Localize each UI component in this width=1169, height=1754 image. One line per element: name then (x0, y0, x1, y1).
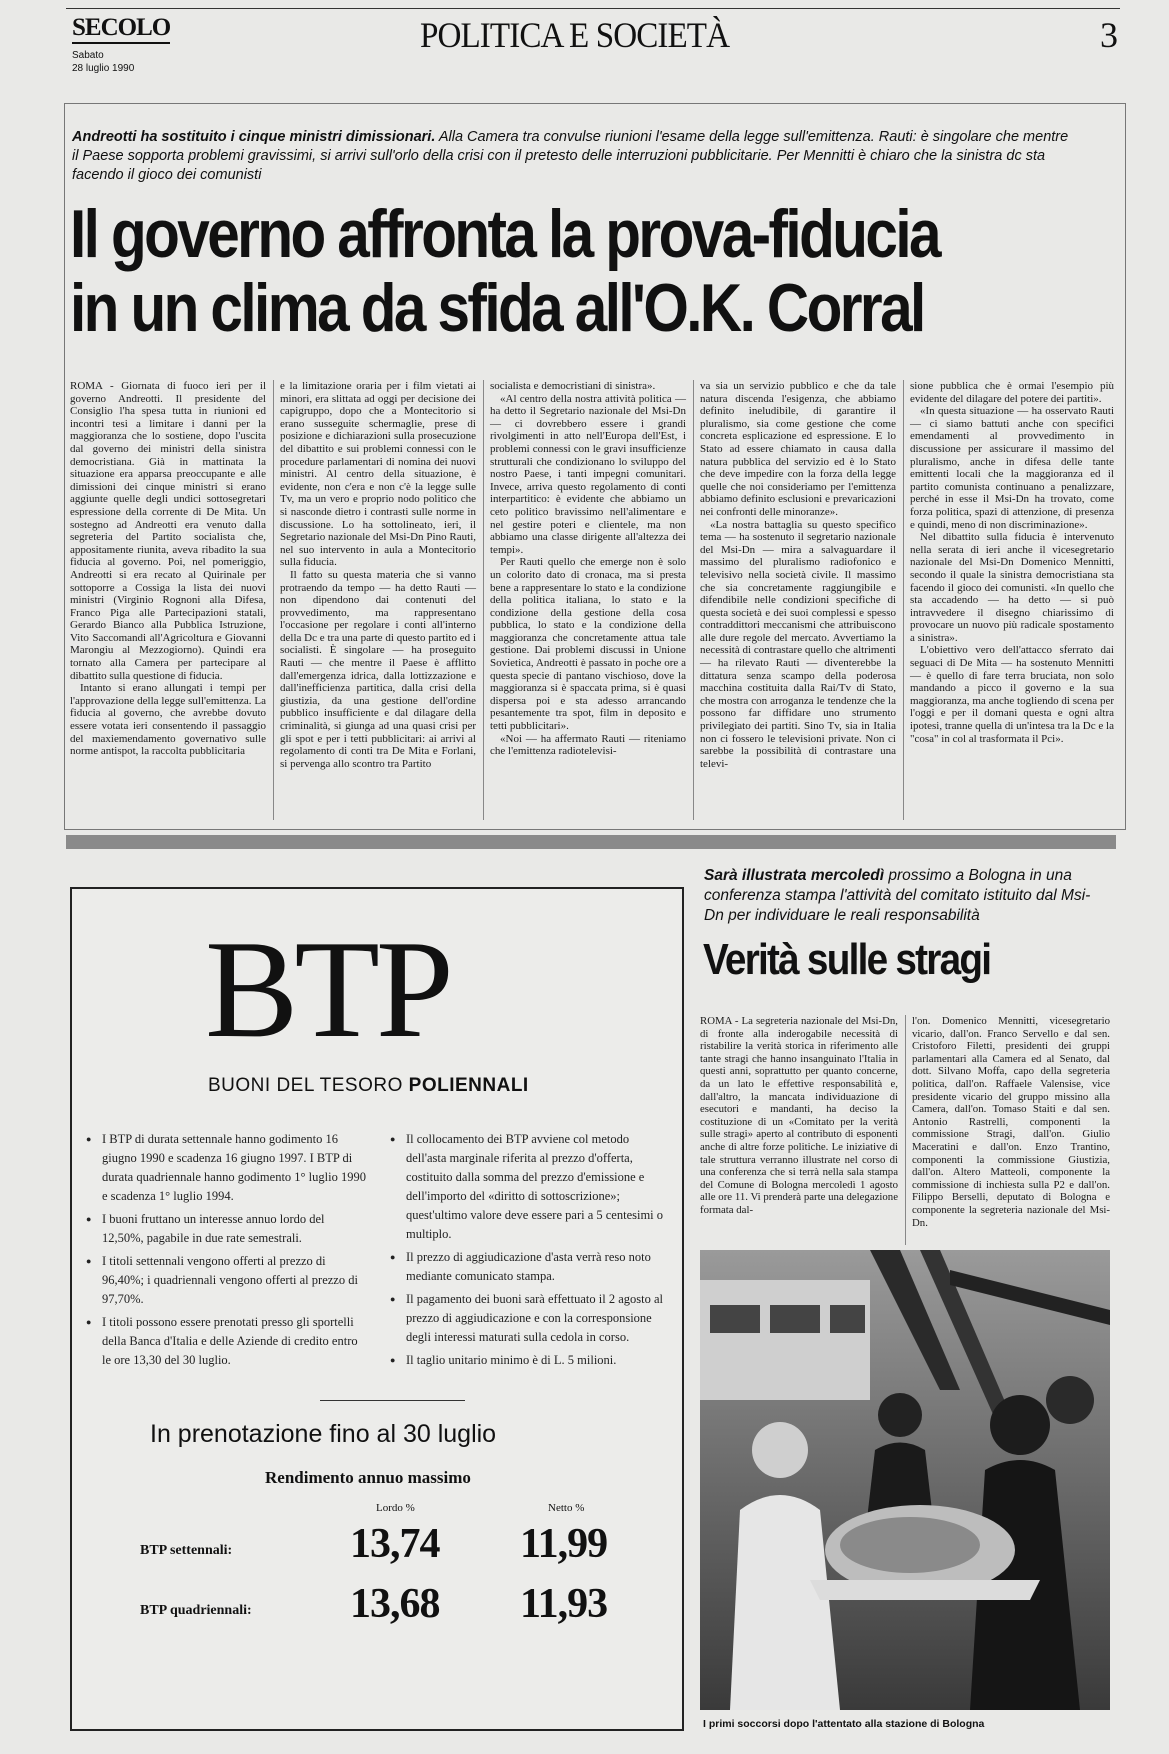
lead-column-1 (70, 380, 266, 758)
newspaper-logo: SECOLO (72, 14, 170, 44)
paragraph: e la limitazione oraria per i film vietati ai minori, era slittata ad oggi per decisione dei capigruppo, dopo che a Montecitorio si erano susseguite schermaglie, prese di posizione e dichiarazioni sulla prosecuzione del dibattito e sui problemi connessi con le procedure parlamentari di nomina dei nuovi ministri. Al centro della situazione, è evidente, non c'era e non c'è la legge sulle Tv, ma un vero e proprio nodo politico che si nasconde dietro i contrasti sulle norme in discussione. Lo ha sottolineato, ieri, il Segretario nazionale del Msi-Dn Pino Rauti, nel suo intervento in aula a Montecitorio sulla fiducia. (280, 380, 476, 569)
lead-headline-line-1: Il governo affronta la prova-fiducia (70, 196, 939, 272)
ad-title: BTP (205, 912, 450, 1067)
top-rule (66, 8, 1120, 9)
stragi-headline: Verità sulle stragi (703, 935, 991, 984)
section-divider-strip (66, 835, 1116, 849)
stragi-kicker-rest: prossimo a Bologna in una conferenza stampa l'attività del comitato istituito dal Msi-Dn per individuare le reali responsabilità (704, 867, 1091, 924)
ad-bullet: ● I buoni fruttano un interesse annuo lordo del 12,50%, pagabile in due rate semestrali. (86, 1210, 366, 1248)
column-rule (483, 380, 484, 820)
ad-net-value: 11,93 (520, 1581, 608, 1627)
ad-separator (320, 1400, 465, 1401)
ad-subtitle-text: BUONI DEL TESORO (208, 1075, 409, 1096)
stragi-kicker (704, 866, 1104, 926)
news-photo (700, 1250, 1110, 1710)
lead-column-4 (700, 380, 896, 770)
photo-caption: I primi soccorsi dopo l'attentato alla stazione di Bologna (703, 1718, 985, 1730)
column-rule (693, 380, 694, 820)
paragraph: L'obiettivo vero dell'attacco sferrato dai seguaci di De Mita — ha sostenuto Mennitti — è quello di fare terra bruciata, non solo mandando a picco il governo e la sua maggioranza, ma anche togliendo di scena per l'oggi e per il domani questa e ogni altra ipotesi, tranne quella di un'intesa tra la Dc e la "cosa" in col al trasformata il Pci». (910, 644, 1114, 745)
lead-column-3 (490, 380, 686, 758)
ad-bullet: ● Il collocamento dei BTP avviene col metodo dell'asta marginale riferita al prezzo d'offerta, costituito dalla somma del prezzo d'emissione e dell'importo del «diritto di sottoscrizione»; quest'ultimo valore deve essere pari a 5 centesimi o multiplo. (390, 1130, 670, 1244)
ad-net-value: 11,99 (520, 1521, 608, 1567)
paragraph: Per Rauti quello che emerge non è solo un colorito dato di cronaca, ma si presta bene a rappresentare lo stato e la condizione della politica italiana, lo stato e la condizione della gestione della cosa pubblica, lo stato e la condizione della maggioranza che concretamente attua tale gestione. Dai problemi discussi in Unione Sovietica, Andreotti è passato in poche ore a questa specie di pantano vischioso, dove la maggioranza si è spaccata prima, si è quasi dispersa poi e sta adesso arrancando pesantemente tra spot, film in deposito e tetti pubblicitari». (490, 556, 686, 733)
stragi-kicker-bold: Sarà illustrata mercoledì (704, 867, 885, 884)
paragraph: «Noi — ha affermato Rauti — riteniamo che l'emittenza radiotelevisi- (490, 732, 686, 758)
ad-yield-title: Rendimento annuo massimo (265, 1468, 471, 1487)
lead-kicker-bold: Andreotti ha sostituito i cinque ministri dimissionari. (72, 129, 436, 145)
paragraph: l'on. Domenico Mennitti, vicesegretario vicario, dall'on. Franco Servello e dal sen. Cristoforo Filetti, presidenti dei gruppi parlamentari alla Camera ed al Senato, dal dott. Silvano Moffa, capo della segreteria politica, dall'on. Raffaele Valensise, vice presidente vicario del gruppo missino alla Camera, dall'on. Tomaso Staiti e dal sen. Antonio Rastrelli, componenti la commissione Stragi, dall'on. Giulio Maceratini e dall'on. Enzo Trantino, componenti la commissione Giustizia, dall'on. Altero Matteoli, componente la commissione di inchiesta sulla P2 e dall'on. Filippo Berselli, deputato di Bologna e componente la segreteria nazionale del Msi-Dn. (912, 1015, 1110, 1229)
ad-bullet: ● Il prezzo di aggiudicazione d'asta verrà reso noto mediante comunicato stampa. (390, 1248, 670, 1286)
section-title: POLITICA E SOCIETÀ (420, 15, 730, 55)
masthead-day: Sabato (72, 50, 104, 61)
ad-subtitle (208, 1075, 529, 1097)
stragi-column-2 (912, 1015, 1110, 1229)
paragraph: sione pubblica che è ormai l'esempio più evidente del dilagare del potere dei partiti». (910, 380, 1114, 405)
ad-bullet: ● Il pagamento dei buoni sarà effettuato il 2 agosto al prezzo di aggiudicazione e con la corresponsione degli interessi maturati sulla cedola in corso. (390, 1290, 670, 1347)
paragraph: Nel dibattito sulla fiducia è intervenuto nella serata di ieri anche il vicesegretario nazionale del Msi-Dn Domenico Mennitti, secondo il quale la sinistra democristiana sta facendo il gioco dei comunisti. «In quello che sta accadendo — ha detto — si può intravvedere il disegno chiarissimo di provocare un nuovo più radicale spostamento a sinistra». (910, 531, 1114, 644)
ad-net-label: Netto % (548, 1502, 585, 1514)
ad-gross-label: Lordo % (376, 1502, 415, 1514)
paragraph: Il fatto su questa materia che si vanno protraendo da tempo — ha detto Rauti — non dipendono dai contenuti del provvedimento, ma rappresentano l'occasione per regolare i conti all'interno della Dc e tra una parte di questo partito ed i socialisti. È singolare — ha proseguito Rauti — che mentre il Paese è afflitto dall'emergenza idrica, dalla lottizzazione e dall'inefficienza partitica, dalla crisi della giustizia, da una gestione dell'ordine pubblico insufficiente e dal dilagare della criminalità, si giunga ad una quasi crisi per gli spot e per i tetti pubblicitari: ai arrivi al regolamento di conti tra De Mita e Forlani, si pervenga allo scontro tra Partito (280, 568, 476, 770)
stragi-column-1 (700, 1015, 898, 1217)
paragraph: va sia un servizio pubblico e che da tale natura discenda l'esigenza, che abbiamo definito ineludibile, di garantire il pluralismo, sia come gestione che come concreta esplicazione ed espressione. E lo Stato ad essere chiamato in causa dalla natura pubblica del servizio ed è lo Stato che deve impedire con la forza della legge quelle che noi consideriamo per l'emittenza abbiamo definito esclusioni e prevaricazioni nei confronti delle minoranze». (700, 380, 896, 518)
column-rule (273, 380, 274, 820)
paragraph: «Al centro della nostra attività politica — ha detto il Segretario nazionale del Msi-Dn — ci dovrebbero essere i grandi rivolgimenti in atto nell'Europa dell'Est, i problemi connessi con le gravi insufficienze strutturali che condizionano lo sviluppo del nostro Paese, i tanti impegni comunitari. Invece, arriva questo regolamento di conti interpartitico: è evidente che abbiamo un ceto politico bravissimo nell'alimentare e nel gestire poteri e clientele, ma non abbiamo una classe dirigente all'altezza dei tempi». (490, 392, 686, 556)
paragraph: «In questa situazione — ha osservato Rauti — ci siamo battuti anche con specifici emendamenti al provvedimento in discussione per assicurare il massimo del pluralismo, anche in difesa delle tante emittenti locali che la maggioranza ed il partito comunista continuano a penalizzare, perché in esse il Msi-Dn ha trovato, come forza politica, spazi di attenzione, di presenza e quindi, meno di non discriminazione». (910, 405, 1114, 531)
ad-bullet: ● I titoli possono essere prenotati presso gli sportelli della Banca d'Italia e delle Aziende di credito entro le ore 13,30 del 30 luglio. (86, 1313, 366, 1370)
lead-kicker (72, 128, 1072, 185)
ad-row-label: BTP settennali: (140, 1543, 233, 1558)
column-rule (903, 380, 904, 820)
ad-subtitle-bold: POLIENNALI (408, 1075, 529, 1096)
lead-column-2 (280, 380, 476, 770)
ad-gross-value: 13,68 (350, 1581, 440, 1627)
lead-headline-line-2: in un clima da sfida all'O.K. Corral (70, 270, 924, 346)
lead-column-5 (910, 380, 1114, 745)
ad-gross-value: 13,74 (350, 1521, 440, 1567)
lead-kicker-rest: Alla Camera tra convulse riunioni l'esame della legge sull'emittenza. Rauti: è singolare che mentre il Paese sopporta problemi gravissimi, si arrivi sull'orlo della crisi con il pretesto delle interruzioni pubblicitarie. Per Mennitti è chiaro che la sinistra dc sta facendo il gioco dei comunisti (72, 129, 1069, 183)
bologna-rescue-photo (700, 1250, 1110, 1710)
paragraph: ROMA - La segreteria nazionale del Msi-Dn, di fronte alla inderogabile necessità di ristabilire la verità storica in riferimento alle tante stragi che hanno insanguinato l'Italia in questi anni, soprattutto per quanto concerne, da un lato le effettive responsabilità e, dall'altro, la mancata individuazione di esecutori e mandanti, ha deciso la costituzione di un «Comitato per la verità sulle stragi» aperto al contributo di esponenti anche di altre forze politiche. Le iniziative di tale struttura verranno illustrate nel corso di una conferenza che si terrà nella sala stampa del Comune di Bologna mercoledì 1 agosto alle ore 11. Vi prenderà parte una delegazione formata dal- (700, 1015, 898, 1216)
column-rule (905, 1015, 906, 1245)
paragraph: Intanto si erano allungati i tempi per l'approvazione della legge sull'emittenza. La fiducia al governo, che avrebbe dovuto essere votata ieri consentendo il passaggio del maxiemendamento governativo sulle norme antispot, la raccolta pubblicitaria (70, 682, 266, 758)
ad-row-label: BTP quadriennali: (140, 1603, 252, 1618)
paragraph: ROMA - Giornata di fuoco ieri per il governo Andreotti. Il presidente del Consiglio l'ha spesa tutta in riunioni ed incontri tesi a limitare i danni per la maggioranza che lo sostiene, dopo l'uscita dal governo dei ministri della sinistra democristiana. Già in mattinata la situazione era apparsa preoccupante e alle dimissioni dei cinque ministri si erano aggiunte quelle degli undici sottosegretari espressione della corrente di De Mita. Un sostegno ad Andreotti era venuto dalla segreteria del Partito socialista che, appositamente riunita, aveva ribadito la sua fiducia al governo. Poi, nel pomeriggio, Andreotti si era recato al Quirinale per sottoporre a Cossiga la lista dei nuovi ministri (Virginio Rognoni alla Difesa, Franco Piga alle Partecipazioni statali, Gerardo Bianco alla Pubblica Istruzione, Vito Saccomandi all'Agricoltura e Giovanni Marongiu al Mezzogiorno). Quindi era tornato alla Camera per partecipare al dibattito sulla questione di fiducia. (70, 380, 266, 682)
ad-bullet: ● I BTP di durata settennale hanno godimento 16 giugno 1990 e scadenza 16 giugno 1997. I BTP di durata quadriennale hanno godimento 1° luglio 1990 e scadenza 1° luglio 1994. (86, 1130, 366, 1206)
masthead-date: 28 luglio 1990 (72, 63, 135, 74)
ad-booking-deadline: In prenotazione fino al 30 luglio (150, 1420, 497, 1448)
ad-column-right (390, 1130, 670, 1374)
page-number: 3 (1100, 15, 1118, 55)
paragraph: socialista e democristiani di sinistra». (490, 380, 656, 392)
ad-bullet: ● Il taglio unitario minimo è di L. 5 milioni. (390, 1351, 670, 1370)
ad-column-left (86, 1130, 366, 1374)
paragraph: «La nostra battaglia su questo specifico tema — ha sostenuto il segretario nazionale del Msi-Dn — mira a salvaguardare il massimo del pluralismo radiofonico e televisivo nella società civile. Il massimo che sia concretamente raggiungibile e difendibile nelle condizioni specifiche di questa società e dei suoi complessi e spesso contraddittori meccanismi che attribuiscono alle dure regole del mercato. Avvertiamo la necessità di contrastare quello che altrimenti — ha rilevato Rauti — diventerebbe la dittatura senza scampo della poderosa macchina costituita dalla Rai/Tv di Stato, che mostra con arroganza le tendenze che la possono far diffidare uno strumento privilegiato dei partiti. Sino Tv, sia in Italia non ci fossero le televisioni private. Non ci sarebbe la possibilità di contrastare una televi- (700, 518, 896, 770)
ad-bullet: ● I titoli settennali vengono offerti al prezzo di 96,40%; i quadriennali vengono offerti al prezzo di 97,70%. (86, 1252, 366, 1309)
